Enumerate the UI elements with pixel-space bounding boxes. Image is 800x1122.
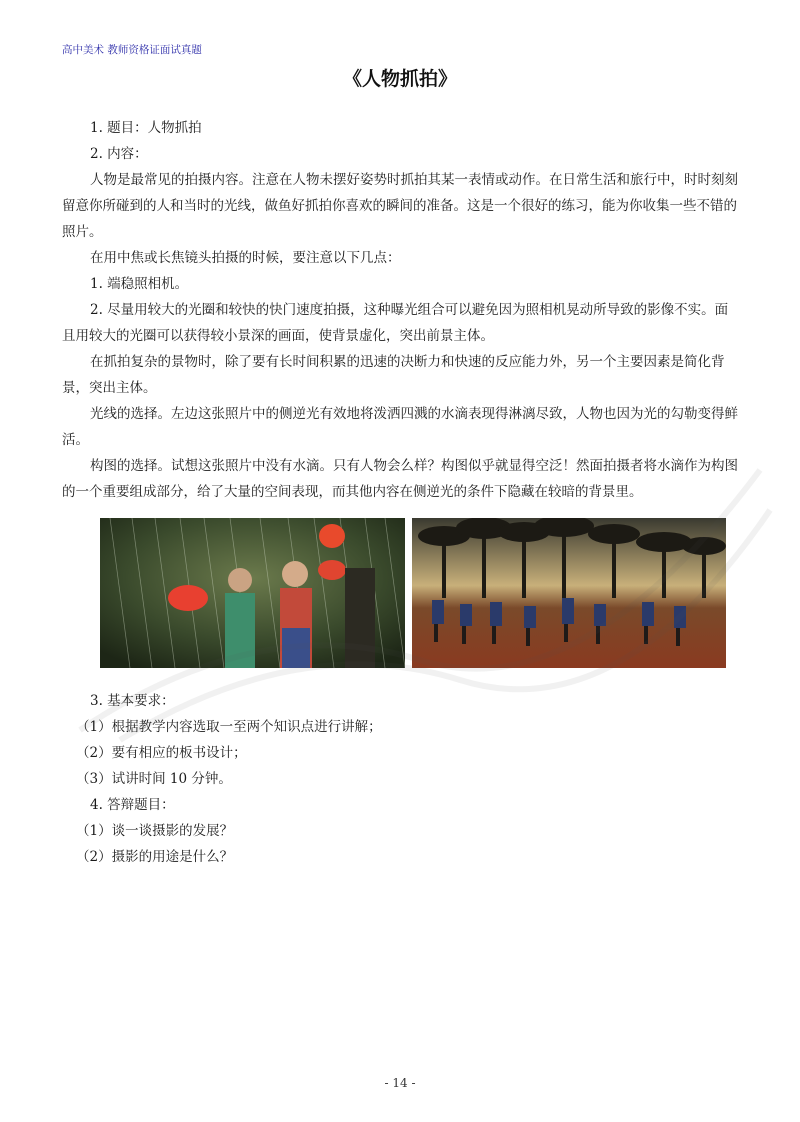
paragraph: 光线的选择。左边这张照片中的侧逆光有效地将泼洒四溅的水滴表现得淋漓尽致，人物也因为光的勾勒变得鲜活。 <box>62 406 738 448</box>
requirements-section <box>62 688 738 870</box>
requirement-item: （2）要有相应的板书设计； <box>76 745 247 761</box>
document-header: 高中美术 教师资格证面试真题 <box>62 44 202 56</box>
content-label: 2. 内容： <box>90 146 148 162</box>
defense-item: （1）谈一谈摄影的发展？ <box>76 823 234 839</box>
topic-line: 1. 题目：人物抓拍 <box>90 120 202 136</box>
beach-photo <box>412 518 726 668</box>
requirements-heading: 3. 基本要求： <box>90 693 175 709</box>
requirement-item: （1）根据教学内容选取一至两个知识点进行讲解； <box>76 719 382 735</box>
paragraph: 2. 尽量用较大的光圈和较快的快门速度拍摄，这种曝光组合可以避免因为照相机晃动所导致的影像不实。面且用较大的光圈可以获得较小景深的画面，使背景虚化，突出前景主体。 <box>62 302 729 344</box>
body-text <box>62 115 738 505</box>
photo-row <box>100 518 726 668</box>
page-title: 《人物抓拍》 <box>342 68 457 90</box>
rain-photo <box>100 518 405 668</box>
paragraph: 人物是最常见的拍摄内容。注意在人物未摆好姿势时抓拍其某一表情或动作。在日常生活和旅行中，时时刻刻留意你所碰到的人和当时的光线，做鱼好抓拍你喜欢的瞬间的准备。这是一个很好的练习，能为你收集一些不错的照片。 <box>62 172 738 240</box>
paragraph: 1. 端稳照相机。 <box>90 276 189 292</box>
requirement-item: （3）试讲时间 10 分钟。 <box>76 771 232 787</box>
page-number: - 14 - <box>384 1076 416 1090</box>
paragraph: 构图的选择。试想这张照片中没有水滴。只有人物会么样？构图似乎就显得空泛！然面拍摄者将水滴作为构图的一个重要组成部分，给了大量的空间表现，而其他内容在侧逆光的条件下隐藏在较暗的背景里。 <box>62 458 738 500</box>
paragraph: 在用中焦或长焦镜头拍摄的时候，要注意以下几点： <box>90 250 401 266</box>
defense-heading: 4. 答辩题目： <box>90 797 175 813</box>
defense-item: （2）摄影的用途是什么？ <box>76 849 234 865</box>
paragraph: 在抓拍复杂的景物时，除了要有长时间积累的迅速的决断力和快速的反应能力外，另一个主要因素是简化背景，突出主体。 <box>62 354 725 396</box>
